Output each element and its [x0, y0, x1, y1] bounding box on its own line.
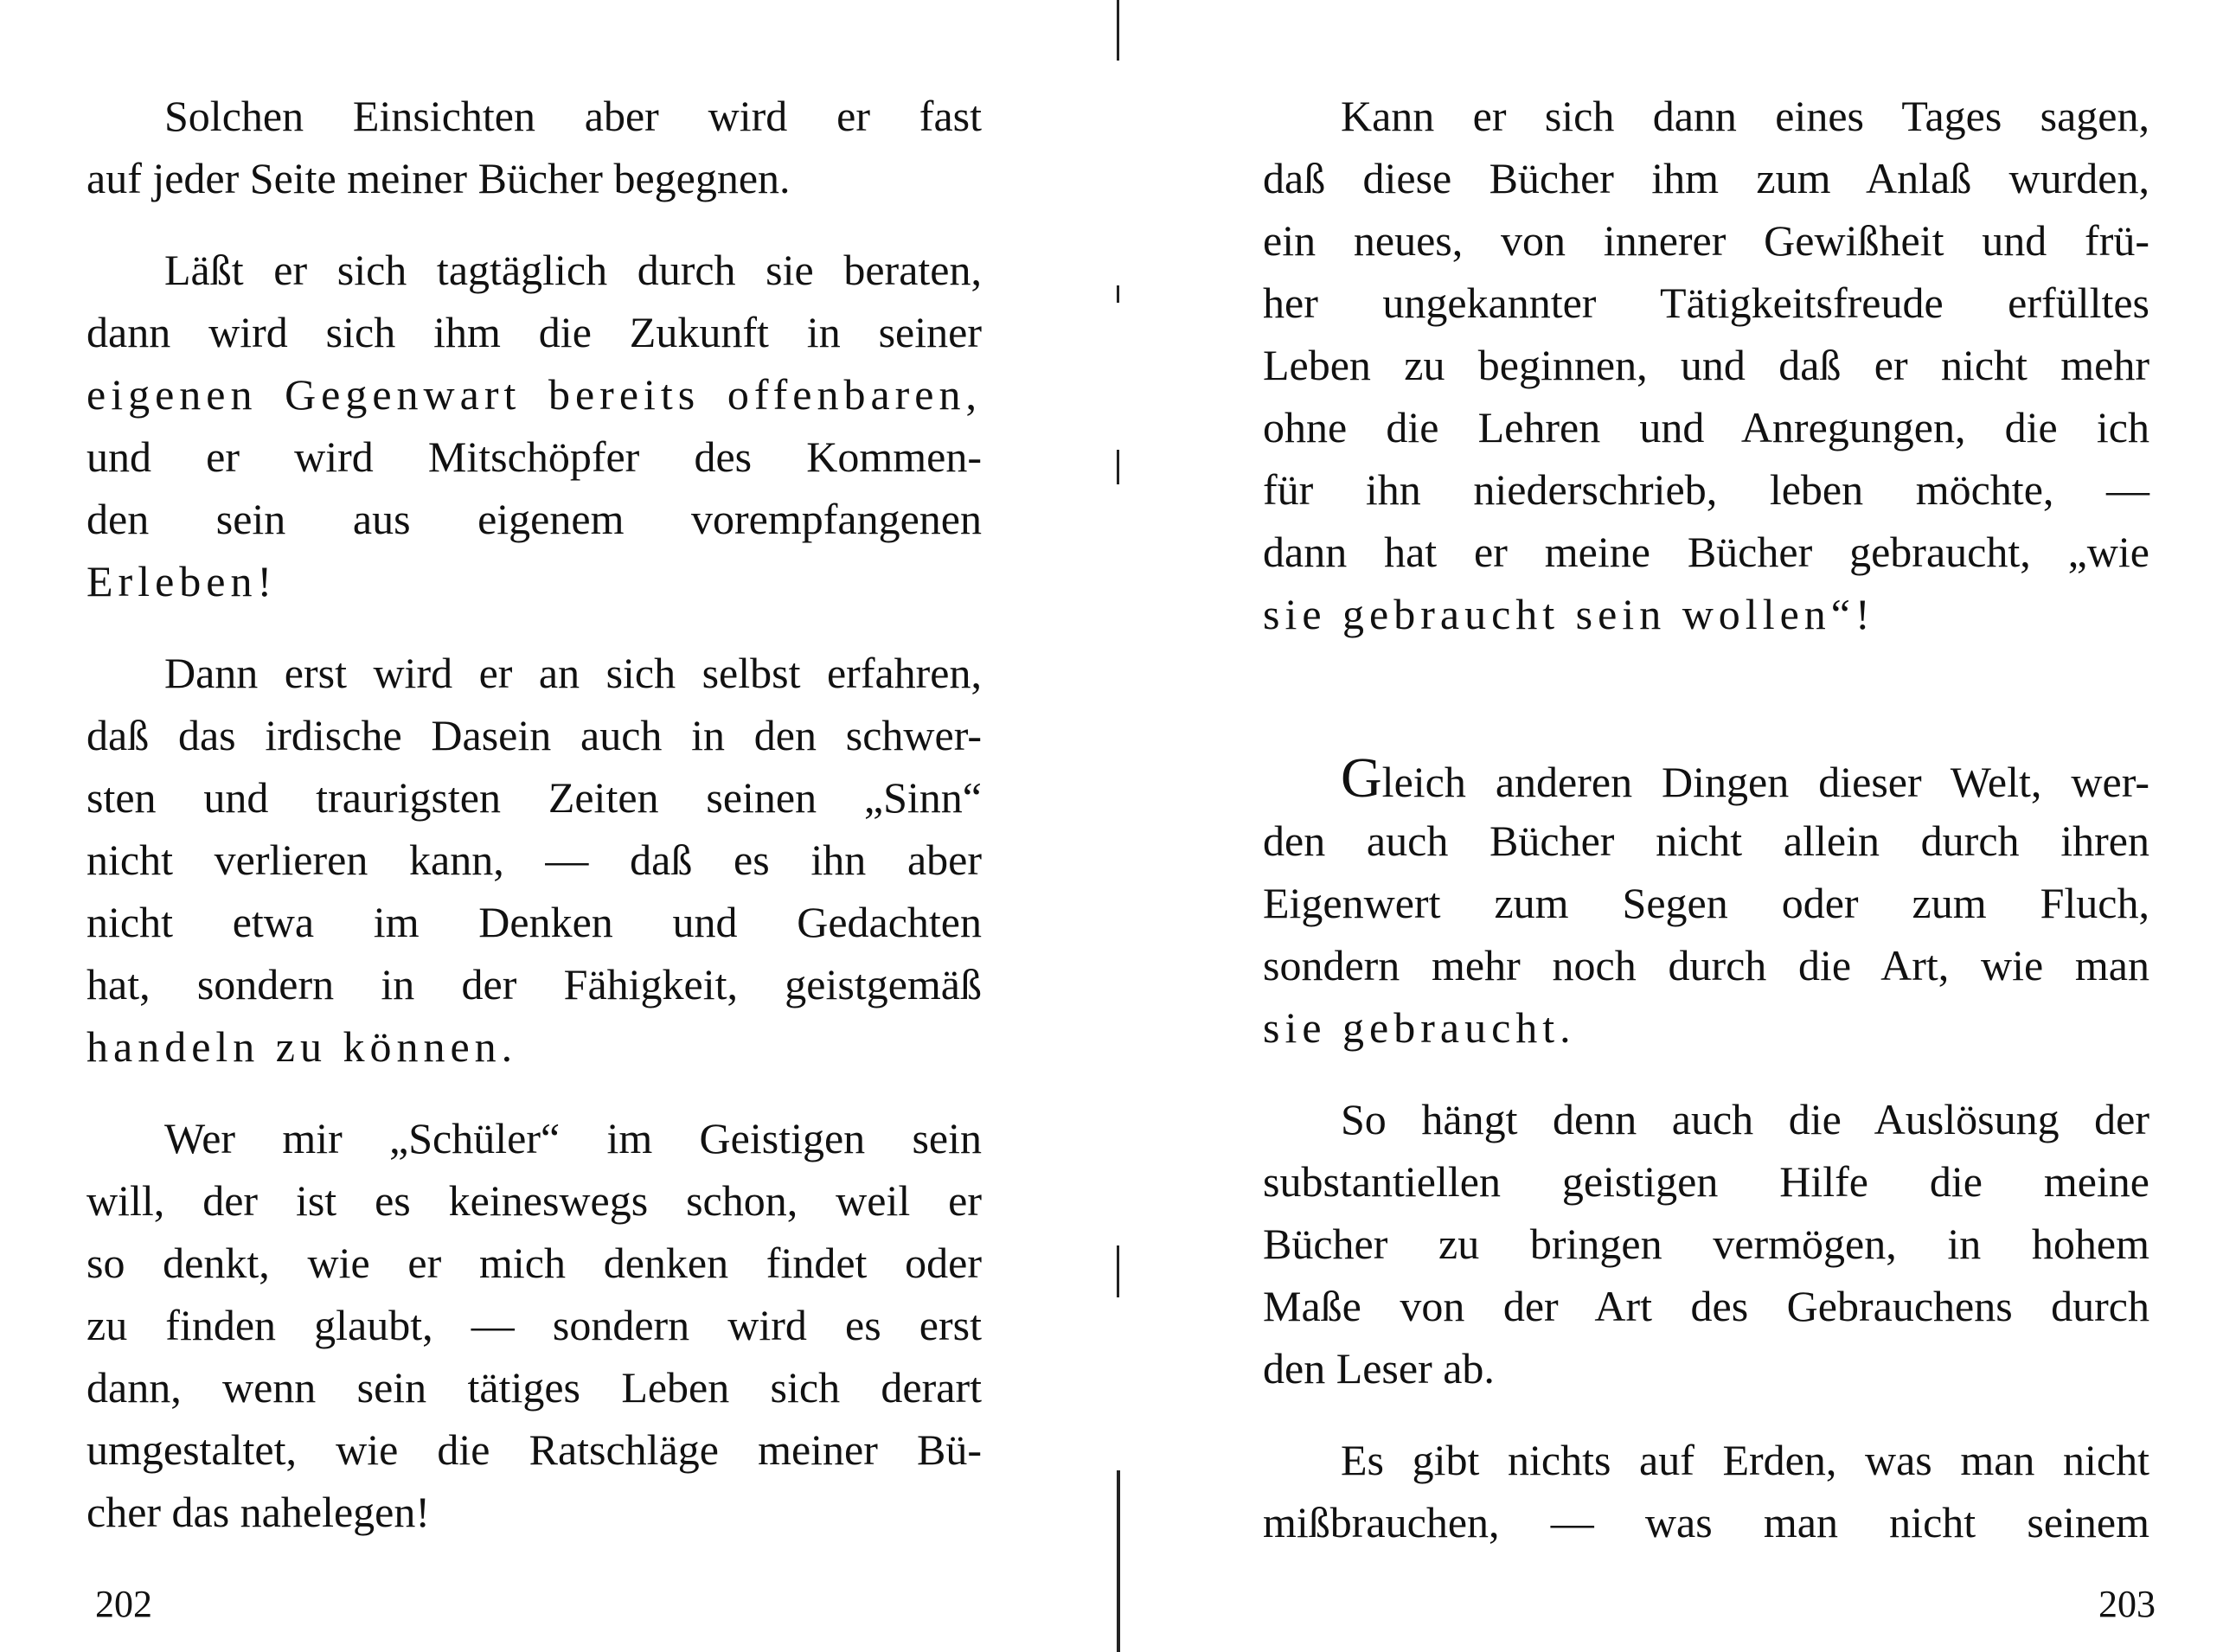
text-line: will, der ist es keineswegs schon, weil er	[86, 1176, 982, 1225]
text-line: für ihn niederschrieb, leben möchte, —	[1263, 465, 2149, 514]
text-line: Eigenwert zum Segen oder zum Fluch,	[1263, 879, 2149, 927]
text-line: sondern mehr noch durch die Art, wie man	[1263, 941, 2149, 989]
paragraph	[1263, 1429, 2149, 1553]
text-line: auf jeder Seite meiner Bücher begegnen.	[86, 154, 791, 202]
paragraph	[1263, 85, 2149, 645]
text-line: substantiellen geistigen Hilfe die meine	[1263, 1157, 2149, 1206]
text-line: Bücher zu bringen vermögen, in hohem	[1263, 1220, 2149, 1268]
page-number: 203	[2098, 1583, 2156, 1625]
text-line: Solchen Einsichten aber wird er fast	[164, 92, 982, 140]
text-line: Erleben!	[86, 557, 278, 605]
text-line: handeln zu können.	[86, 1022, 518, 1071]
text-line: her ungekannter Tätigkeitsfreude erfülltes	[1263, 279, 2149, 327]
text-line: hat, sondern in der Fähigkeit, geistgemäß	[86, 960, 982, 1008]
text-line: Kann er sich dann eines Tages sagen,	[1341, 92, 2149, 140]
text-line: dann, wenn sein tätiges Leben sich derart	[86, 1363, 982, 1412]
paragraph	[1263, 747, 2149, 1059]
text-line: Wer mir „Schüler“ im Geistigen sein	[164, 1114, 982, 1162]
book-gutter	[1117, 0, 1120, 1652]
text-line: eigenen Gegenwart bereits offenbaren,	[86, 370, 982, 419]
text-line: den sein aus eigenem vorempfangenen	[86, 495, 982, 543]
text-line: und er wird Mitschöpfer des Kommen-	[86, 432, 982, 481]
text-line: ohne die Lehren und Anregungen, die ich	[1263, 403, 2149, 451]
text-line	[1263, 747, 2149, 810]
text-line: daß das irdische Dasein auch in den schwer-	[86, 711, 982, 759]
text-line: so denkt, wie er mich denken findet oder	[86, 1239, 982, 1287]
paragraph	[86, 1107, 982, 1543]
text-line: Es gibt nichts auf Erden, was man nicht	[1341, 1436, 2149, 1484]
paragraph	[1263, 1088, 2149, 1399]
right-text-column	[1263, 85, 2149, 1553]
text-line: Dann erst wird er an sich selbst erfahren,	[164, 649, 982, 697]
text-line: umgestaltet, wie die Ratschläge meiner Bü-	[86, 1425, 982, 1474]
text-line: Läßt er sich tagtäglich durch sie beraten,	[164, 246, 982, 294]
text-line: nicht verlieren kann, — daß es ihn aber	[86, 836, 982, 884]
text-line: den Leser ab.	[1263, 1344, 1495, 1393]
text-line: Leben zu beginnen, und daß er nicht mehr	[1263, 341, 2149, 389]
text-line: den auch Bücher nicht allein durch ihren	[1263, 816, 2149, 865]
text-line: Maße von der Art des Gebrauchens durch	[1263, 1282, 2149, 1330]
text-line: dann hat er meine Bücher gebraucht, „wie	[1263, 528, 2149, 576]
text-line: daß diese Bücher ihm zum Anlaß wurden,	[1263, 154, 2149, 202]
left-text-column	[86, 85, 982, 1543]
text-line: zu finden glaubt, — sondern wird es erst	[86, 1301, 982, 1349]
text-line: nicht etwa im Denken und Gedachten	[86, 898, 982, 946]
text-line: So hängt denn auch die Auslösung der	[1341, 1095, 2149, 1143]
paragraph	[86, 642, 982, 1078]
text-line: cher das nahelegen!	[86, 1488, 430, 1536]
text-line: sten und traurigsten Zeiten seinen „Sinn“	[86, 773, 982, 822]
text-line: sie gebraucht.	[1263, 1003, 1576, 1052]
text-line: mißbrauchen, — was man nicht seinem	[1263, 1498, 2149, 1546]
paragraph	[86, 239, 982, 612]
text-line: ein neues, von innerer Gewißheit und frü-	[1263, 216, 2149, 265]
text-line: dann wird sich ihm die Zukunft in seiner	[86, 308, 982, 356]
page-number: 202	[95, 1583, 152, 1625]
right-page	[1124, 0, 2223, 1652]
text-line: sie gebraucht sein wollen“!	[1263, 590, 1875, 638]
text-line-rest: leich anderen Dingen dieser Welt, wer-	[1381, 758, 2149, 806]
initial-letter: G	[1341, 746, 1382, 810]
paragraph	[86, 85, 982, 209]
